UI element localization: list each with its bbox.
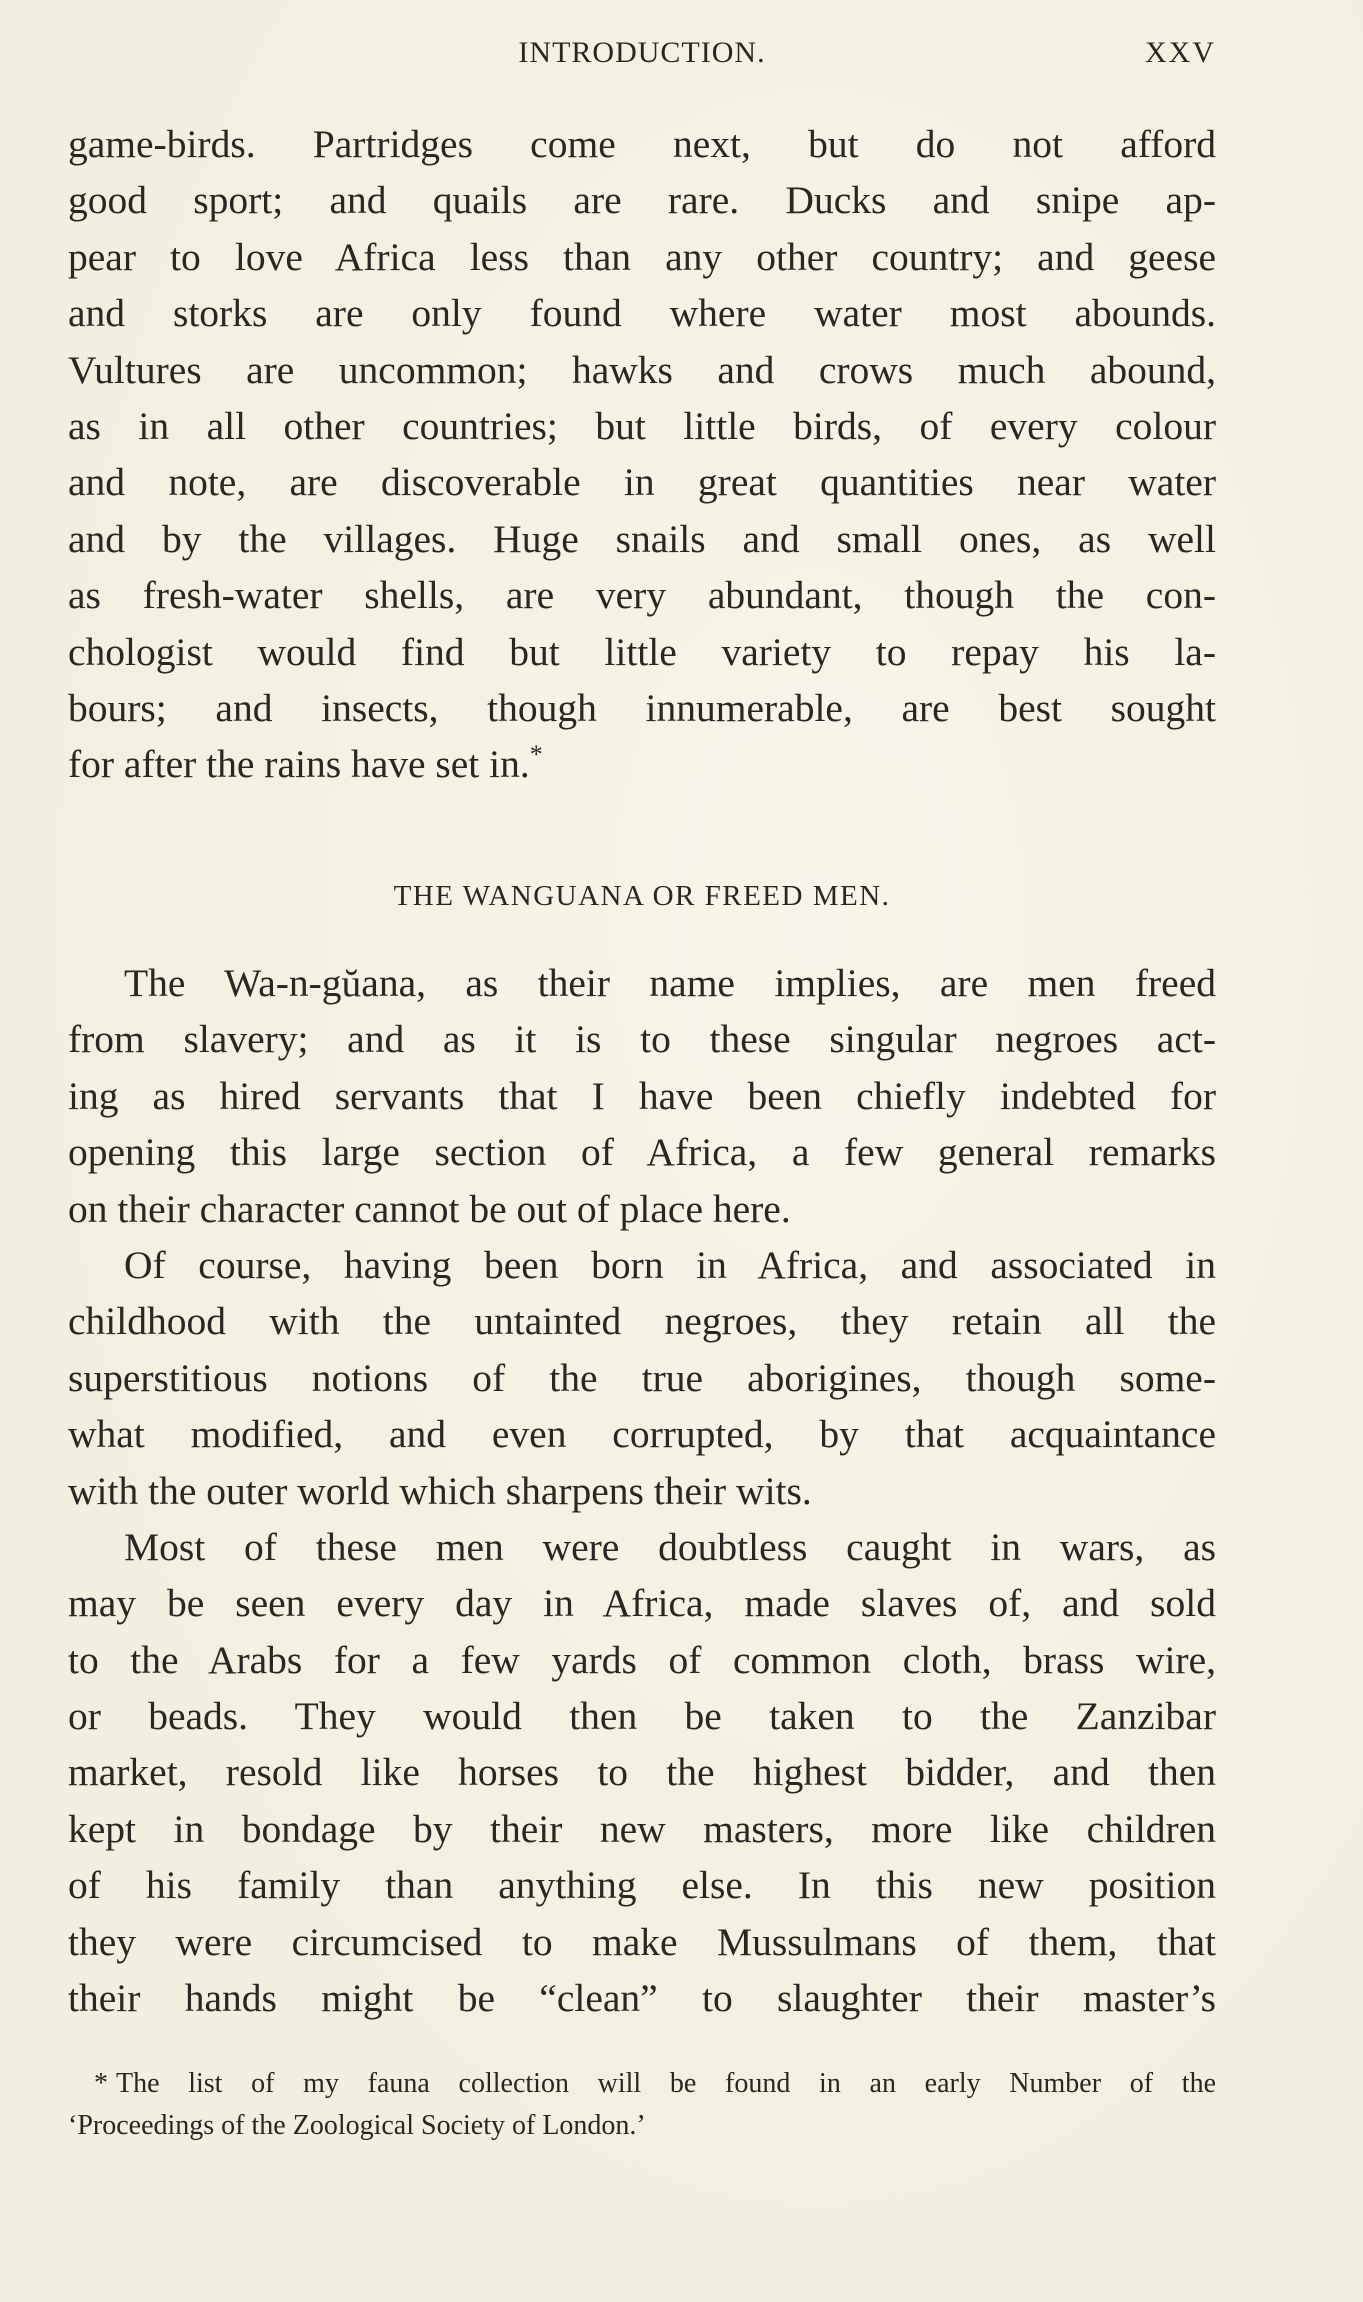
text-line: of his family than anything else. In this new position [68, 1863, 1216, 1908]
paragraph-wanguana-intro [68, 955, 1216, 1237]
footnote-text: The list of my fauna collection will be found in an early Number of the [116, 2068, 1216, 2099]
text-line: Of course, having been born in Africa, and associated in [124, 1242, 1216, 1287]
text-line: as in all other countries; but little birds, of every colour [68, 403, 1216, 448]
text-line: Vultures are uncommon; hawks and crows much abound, [68, 347, 1216, 392]
text-line: they were circumcised to make Mussulmans of them, that [68, 1919, 1216, 1964]
running-title: INTRODUCTION. [518, 36, 766, 69]
paragraph-fauna [68, 116, 1216, 793]
running-head [68, 36, 1216, 80]
body-paragraphs [68, 955, 1216, 2026]
footnote-line: ‘Proceedings of the Zoological Society of London.’ [68, 2110, 646, 2141]
text-line-content: for after the rains have set in. [68, 742, 530, 787]
paragraph-superstitions [68, 1237, 1216, 1519]
text-line: pear to love Africa less than any other country; and geese [68, 234, 1216, 279]
text-line: childhood with the untainted negroes, they retain all the [68, 1299, 1216, 1344]
text-line: as fresh-water shells, are very abundant, though the con- [68, 573, 1216, 618]
text-line: chologist would find but little variety to repay his la- [68, 629, 1216, 674]
text-line: from slavery; and as it is to these singular negroes act- [68, 1017, 1216, 1062]
text-line: on their character cannot be out of place here. [68, 1186, 791, 1231]
footnote-reference-marker: * [529, 740, 543, 770]
text-line: bours; and insects, though innumerable, are best sought [68, 685, 1216, 730]
text-line: opening this large section of Africa, a few general remarks [68, 1130, 1216, 1175]
text-line: to the Arabs for a few yards of common cloth, brass wire, [68, 1637, 1216, 1682]
paragraph-slavery [68, 1519, 1216, 2027]
text-line: with the outer world which sharpens their wits. [68, 1468, 812, 1513]
text-line: their hands might be “clean” to slaughter their master’s [68, 1976, 1216, 2021]
page-number: XXV [1145, 36, 1216, 69]
text-line: good sport; and quails are rare. Ducks and snipe ap- [68, 178, 1216, 223]
text-line: The Wa-n-gŭana, as their name implies, are men freed [124, 961, 1216, 1005]
text-line: and by the villages. Huge snails and small ones, as well [68, 516, 1216, 561]
text-line: game-birds. Partridges come next, but do not afford [68, 122, 1216, 166]
text-line: and storks are only found where water most abounds. [68, 291, 1216, 336]
text-line: Most of these men were doubtless caught in wars, as [124, 1524, 1216, 1569]
text-line: and note, are discoverable in great quantities near water [68, 460, 1216, 505]
footnote-marker: * [94, 2068, 108, 2099]
text-line: superstitious notions of the true aborigines, though some- [68, 1355, 1216, 1400]
text-line: ing as hired servants that I have been chiefly indebted for [68, 1073, 1216, 1118]
text-line-last [68, 736, 1216, 792]
text-line: or beads. They would then be taken to the Zanzibar [68, 1694, 1216, 1739]
text-line: kept in bondage by their new masters, more like children [68, 1806, 1216, 1851]
footnote-line [68, 2063, 1216, 2105]
text-line: what modified, and even corrupted, by that acquaintance [68, 1412, 1216, 1457]
footnote [68, 2063, 1216, 2147]
section-heading: THE WANGUANA OR FREED MEN. [393, 880, 891, 912]
text-line: market, resold like horses to the highest bidder, and then [68, 1750, 1216, 1795]
text-line: may be seen every day in Africa, made slaves of, and sold [68, 1581, 1216, 1626]
